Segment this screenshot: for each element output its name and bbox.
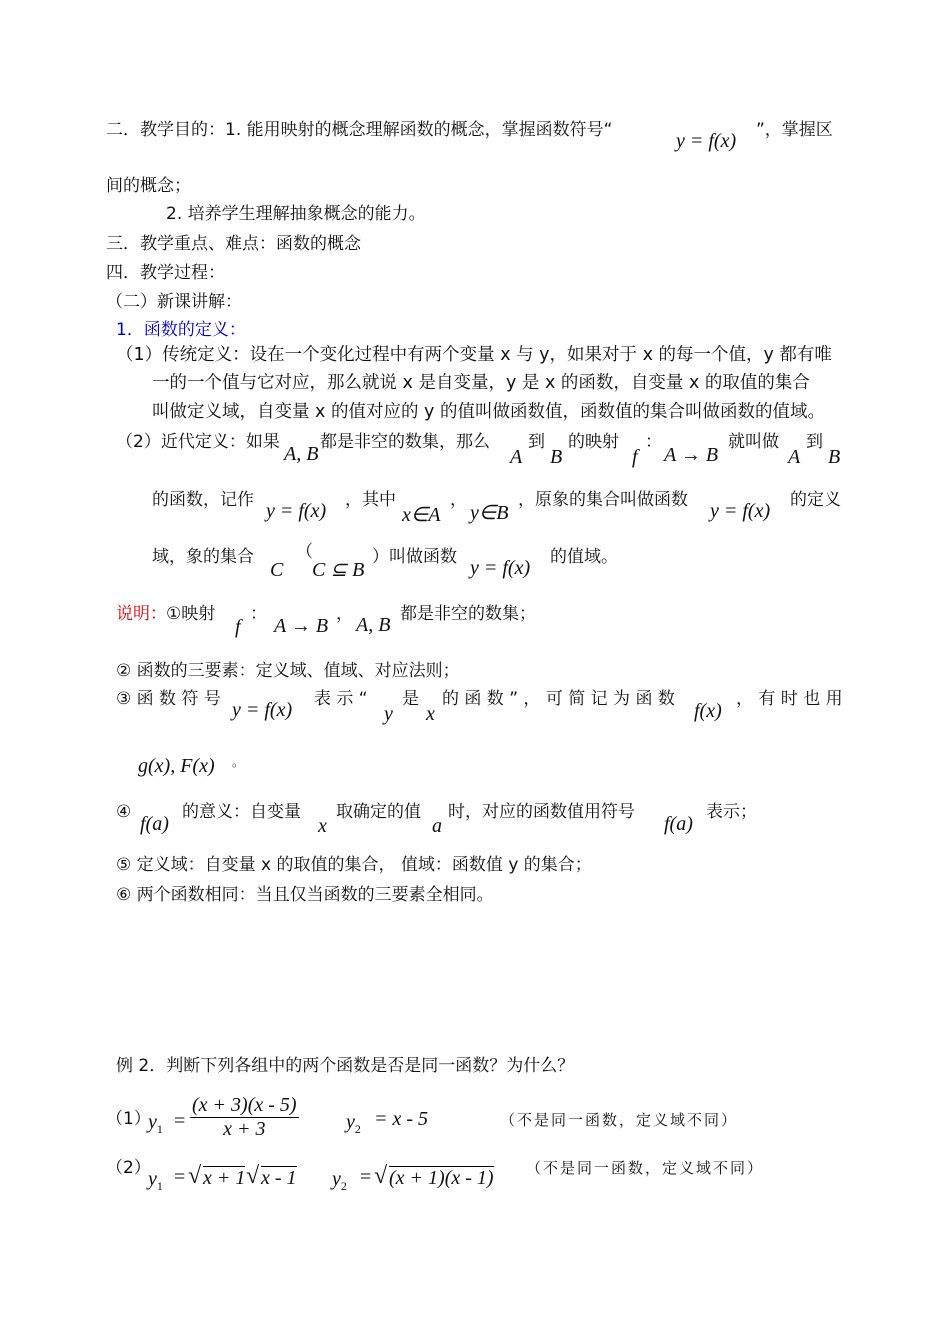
math-sqrt-x-plus-1: x + 1 xyxy=(203,1167,246,1189)
modern-definition-text-2: 的函数，记作 xyxy=(152,490,254,510)
math-fa: f(a) xyxy=(140,813,169,835)
math-y-equals-fx-3: y = f(x) xyxy=(710,500,771,522)
math-y-equals-fx: y = f(x) xyxy=(676,130,737,152)
note-1-text: 都是非空的数集； xyxy=(400,604,536,624)
math-x: x xyxy=(426,703,435,725)
note-2: ② 函数的三要素：定义域、值域、对应法则； xyxy=(116,661,460,681)
objective-line-2: 间的概念； xyxy=(106,176,191,196)
math-y1-2: $y_1$ xyxy=(148,1168,163,1193)
note-1-comma: ， xyxy=(336,604,353,624)
note-3-also: ， 有 时 也 用 xyxy=(736,689,843,709)
note-6: ⑥ 两个函数相同：当且仅当函数的三要素全相同。 xyxy=(116,885,494,905)
math-sets-ab: A, B xyxy=(284,443,319,465)
traditional-definition-line-3: 叫做定义域，自变量 x 的值对应的 y 的值叫做函数值，函数值的集合叫做函数的值域。 xyxy=(152,402,825,422)
modern-definition-mapping: 的映射 xyxy=(568,432,619,452)
fraction-denominator: x + 3 xyxy=(223,1118,266,1140)
math-equals-2: = xyxy=(174,1166,186,1188)
example-answer-1: （不是同一函数，定义域不同） xyxy=(500,1111,739,1129)
modern-definition-open-paren: （ xyxy=(296,542,313,562)
math-y-equals-fx-2: y = f(x) xyxy=(266,500,327,522)
example-item-2-label: （2） xyxy=(106,1158,151,1178)
example-answer-2: （不是同一函数，定义域不同） xyxy=(526,1159,765,1177)
note-4-meaning: 的意义：自变量 xyxy=(182,802,301,822)
modern-definition-range: 的值域。 xyxy=(550,547,618,567)
math-set-a-2: A xyxy=(788,446,801,468)
math-a: a xyxy=(432,815,442,837)
math-a-to-b-2: A → B xyxy=(274,615,329,637)
note-4-lead: ④ xyxy=(116,802,132,822)
objective-line-1: 二．教学目的：1. 能用映射的概念理解函数的概念，掌握函数符号“ xyxy=(106,120,613,140)
note-label: 说明： xyxy=(116,604,167,624)
example-title: 例 2．判断下列各组中的两个函数是否是同一函数？为什么？ xyxy=(116,1056,575,1076)
note-1-lead: ①映射 xyxy=(166,604,216,624)
function-definition-heading: 1．函数的定义： xyxy=(116,320,246,340)
note-3-function: 的 函 数 ” ， 可 简 记 为 函 数 xyxy=(442,689,675,709)
math-equals: = xyxy=(174,1110,186,1132)
math-sqrt-product: (x + 1)(x - 1) xyxy=(389,1167,494,1189)
modern-definition-lead: （2）近代定义：如果 xyxy=(116,432,280,452)
traditional-definition-line-2: 一的一个值与它对应，那么就说 x 是自变量，y 是 x 的函数，自变量 x 的取值的集合 xyxy=(152,373,810,393)
math-set-b-2: B xyxy=(828,446,841,468)
note-4-when: 时，对应的函数值用符号 xyxy=(448,802,635,822)
math-set-b: B xyxy=(550,446,563,468)
math-sqrt-x-minus-1: x - 1 xyxy=(261,1167,297,1189)
math-set-c: C xyxy=(270,559,284,581)
note-3-lead: ③ 函 数 符 号 xyxy=(116,689,221,709)
math-fx: f(x) xyxy=(694,700,722,722)
note-3-is: 是 xyxy=(402,689,419,709)
math-y-equals-fx-4: y = f(x) xyxy=(470,557,531,579)
traditional-definition-line-1: （1）传统定义：设在一个变化过程中有两个变量 x 与 y，如果对于 x 的每一个值，y 都有唯 xyxy=(116,345,832,365)
modern-definition-range-of: ）叫做函数 xyxy=(372,547,457,567)
math-y2-2: $y_2$ xyxy=(332,1168,347,1193)
example-item-1-label: （1） xyxy=(106,1109,151,1129)
math-set-a: A xyxy=(510,446,523,468)
math-f-2: f xyxy=(235,616,241,638)
note-4-fixed-value: 取确定的值 xyxy=(336,802,421,822)
math-x-minus-5: = x - 5 xyxy=(374,1108,429,1130)
math-x-in-a: x∈A xyxy=(402,504,441,526)
modern-definition-text-1: 都是非空的数集，那么 xyxy=(320,432,490,452)
objective-line-1-end: ”，掌握区 xyxy=(756,120,833,140)
math-y: y xyxy=(384,703,393,725)
modern-definition-to-2: 到 xyxy=(806,432,823,452)
math-x-2: x xyxy=(318,815,327,837)
math-radical-3: √ xyxy=(374,1163,388,1189)
math-c-subset-b: C ⊆ B xyxy=(312,559,365,581)
note-3-means: 表 示 “ xyxy=(314,689,368,709)
objective-line-3: 2. 培养学生理解抽象概念的能力。 xyxy=(166,204,426,224)
fraction-numerator: (x + 3)(x - 5) xyxy=(192,1094,297,1116)
math-y-equals-fx-5: y = f(x) xyxy=(232,699,293,721)
key-points: 三．教学重点、难点：函数的概念 xyxy=(106,234,361,254)
new-lesson-heading: （二）新课讲解： xyxy=(106,292,242,312)
math-radical-1: √ xyxy=(188,1163,202,1189)
modern-definition-comma: ， xyxy=(450,490,467,510)
note-5: ⑤ 定义域：自变量 x 的取值的集合， 值域：函数值 y 的集合； xyxy=(116,855,592,875)
math-y-in-b: y∈B xyxy=(470,502,509,524)
modern-definition-called: 就叫做 xyxy=(728,432,779,452)
math-y1: $y_1$ xyxy=(148,1111,163,1136)
modern-definition-where: ，其中 xyxy=(345,490,396,510)
math-y2: $y_2$ xyxy=(346,1111,361,1136)
math-sets-ab-2: A, B xyxy=(356,614,391,636)
modern-definition-preimage: ，原象的集合叫做函数 xyxy=(518,490,688,510)
note-4-denote: 表示； xyxy=(706,802,757,822)
math-equals-3: = xyxy=(360,1166,372,1188)
note-1-colon: ： xyxy=(250,604,267,624)
note-3-period: 。 xyxy=(232,755,245,769)
math-f: f xyxy=(632,446,638,468)
modern-definition-text-3: 域，象的集合 xyxy=(152,547,254,567)
modern-definition-domain-of: 的定义 xyxy=(790,490,841,510)
math-fa-2: f(a) xyxy=(664,813,693,835)
math-gx-fx: g(x), F(x) xyxy=(138,755,215,777)
modern-definition-colon: ： xyxy=(645,432,662,452)
math-radical-2: √ xyxy=(246,1163,260,1189)
math-a-to-b: A → B xyxy=(664,444,719,466)
process-heading: 四．教学过程： xyxy=(106,263,225,283)
modern-definition-to: 到 xyxy=(528,432,545,452)
math-fraction xyxy=(190,1094,299,1141)
